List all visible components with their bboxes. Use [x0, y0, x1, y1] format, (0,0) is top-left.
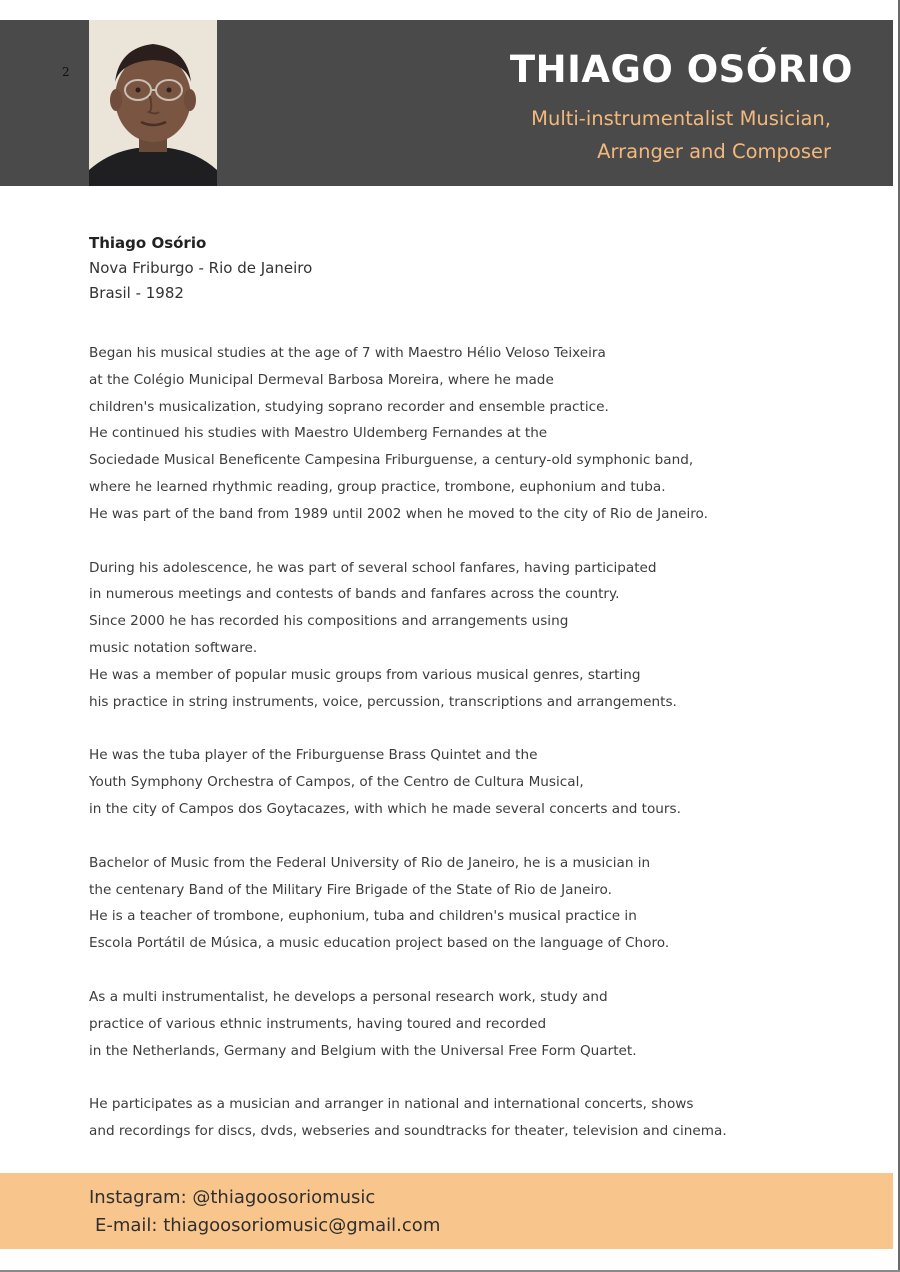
bio-line: in the Netherlands, Germany and Belgium with the Universal Free Form Quartet. [89, 1042, 637, 1059]
bio-line: Began his musical studies at the age of 7 with Maestro Hélio Veloso Teixeira [89, 345, 606, 361]
subtitle-line: Arranger and Composer [597, 140, 831, 163]
bio-paragraph-5 [89, 984, 879, 1064]
header-name: THIAGO OSÓRIO [509, 48, 853, 91]
bio-line: He is a teacher of trombone, euphonium, tuba and children's musical practice in [89, 908, 637, 925]
header-banner [0, 20, 893, 186]
contact-footer [0, 1173, 893, 1249]
bio-line: Since 2000 he has recorded his compositions and arrangements using [89, 613, 569, 630]
main-content [89, 230, 879, 1145]
bio-line: During his adolescence, he was part of several school fanfares, having participated [89, 559, 657, 576]
bio-line: He was the tuba player of the Friburguense Brass Quintet and the [89, 747, 538, 764]
page-number: 2 [62, 65, 70, 79]
bio-paragraph-6 [89, 1091, 879, 1145]
bio-line: He was a member of popular music groups from various musical genres, starting [89, 666, 641, 683]
bio-line: He continued his studies with Maestro Uldemberg Fernandes at the [89, 425, 548, 442]
bio-line: He was part of the band from 1989 until 2002 when he moved to the city of Rio de Janeiro. [89, 505, 708, 522]
bio-paragraph-1 [89, 340, 879, 528]
bio-line: He participates as a musician and arranger in national and international concerts, shows [89, 1096, 694, 1113]
bio-line: where he learned rhythmic reading, group practice, trombone, euphonium and tuba. [89, 478, 666, 495]
bio-line: in numerous meetings and contests of bands and fanfares across the country. [89, 586, 620, 603]
contact-name: Thiago Osório [89, 234, 207, 252]
bio-line: his practice in string instruments, voice, percussion, transcriptions and arrangements. [89, 693, 677, 710]
bio-paragraph-2 [89, 555, 879, 716]
bio-paragraph-3 [89, 742, 879, 822]
bio-line: Escola Portátil de Música, a music education project based on the language of Choro. [89, 935, 670, 952]
header-subtitle [411, 102, 831, 168]
portrait-illustration [89, 20, 217, 186]
bio-line: children's musicalization, studying soprano recorder and ensemble practice. [89, 398, 609, 415]
email-address[interactable]: E-mail: thiagoosoriomusic@gmail.com [95, 1215, 441, 1236]
bio-line: practice of various ethnic instruments, having toured and recorded [89, 1015, 547, 1032]
contact-country-year: Brasil - 1982 [89, 284, 184, 302]
bio-line: at the Colégio Municipal Dermeval Barbosa Moreira, where he made [89, 371, 554, 388]
bio-line: the centenary Band of the Military Fire Brigade of the State of Rio de Janeiro. [89, 881, 612, 898]
bio-line: music notation software. [89, 639, 258, 656]
bio-line: Youth Symphony Orchestra of Campos, of the Centro de Cultura Musical, [89, 774, 584, 791]
bio-line: As a multi instrumentalist, he develops a personal research work, study and [89, 988, 608, 1005]
profile-photo [89, 20, 217, 186]
bio-line: in the city of Campos dos Goytacazes, with which he made several concerts and tours. [89, 800, 681, 817]
instagram-handle[interactable]: Instagram: @thiagoosoriomusic [89, 1187, 376, 1208]
contact-city: Nova Friburgo - Rio de Janeiro [89, 259, 313, 277]
bio-line: and recordings for discs, dvds, webseries and soundtracks for theater, television and cinema. [89, 1123, 727, 1140]
bio-line: Sociedade Musical Beneficente Campesina Friburguense, a century-old symphonic band, [89, 452, 694, 469]
subtitle-line: Multi-instrumentalist Musician, [531, 107, 831, 130]
bio-line: Bachelor of Music from the Federal University of Rio de Janeiro, he is a musician in [89, 854, 651, 871]
bio-paragraph-4 [89, 850, 879, 957]
